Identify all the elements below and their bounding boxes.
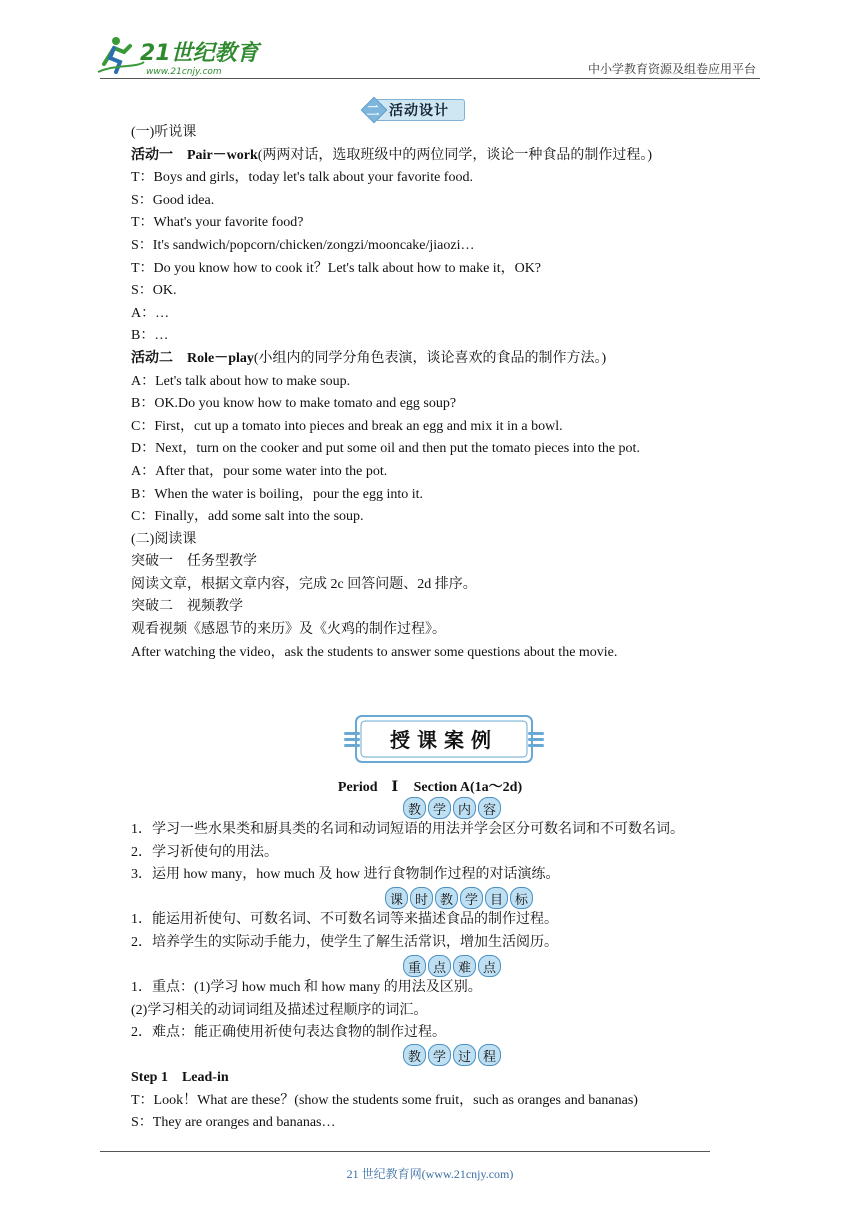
- line: B：OK.Do you know how to make tomato and egg soup?: [131, 396, 457, 412]
- line: T：Do you know how to cook it？Let's talk about how to make it，OK?: [131, 260, 542, 276]
- footer-divider: [100, 1151, 710, 1152]
- platform-name: 中小学教育资源及组卷应用平台: [587, 62, 756, 76]
- lesson-case-title-text: 授课案例: [390, 728, 498, 752]
- line: T：Boys and girls，today let's talk about your favorite food.: [131, 170, 473, 186]
- line: T：What's your favorite food?: [131, 215, 304, 231]
- header-divider: [100, 78, 760, 79]
- key-points-lines: [131, 977, 751, 1045]
- line: B：When the water is boiling，pour the egg into it.: [131, 486, 424, 502]
- lesson-case-title: [342, 712, 546, 766]
- svg-text:www.21cnjy.com: www.21cnjy.com: [146, 67, 222, 77]
- line: 3．运用 how many，how much 及 how 进行食物制作过程的对话演练。: [131, 867, 560, 883]
- line: (二)阅读课: [131, 531, 197, 547]
- line: C：First，cut up a tomato into pieces and break an egg and mix it in a bowl.: [131, 418, 563, 434]
- line: 2．学习祈使句的用法。: [131, 844, 278, 860]
- site-logo: [96, 34, 266, 78]
- line: After watching the video，ask the students to answer some questions about the movie.: [131, 644, 618, 660]
- line: 1．重点：(1)学习 how much 和 how many 的用法及区别。: [131, 980, 482, 995]
- page-footer: 21 世纪教育网(www.21cnjy.com): [346, 1167, 514, 1181]
- period-heading: [0, 776, 860, 796]
- line: (2)学习相关的动词词组及描述过程顺序的词汇。: [131, 1002, 428, 1018]
- activity-label: 活动一 Pair－work: [131, 147, 258, 163]
- period-section: Section A(1a～2d): [413, 780, 523, 795]
- line: (一)听说课: [131, 125, 197, 140]
- lesson-goals-lines: [131, 909, 751, 954]
- line: 2．培养学生的实际动手能力，使学生了解生活常识，增加生活阅历。: [131, 934, 558, 950]
- step-heading: Step 1 Lead-in: [131, 1070, 229, 1085]
- activity-label: 活动二 Role－play: [131, 350, 254, 366]
- line: A：After that，pour some water into the pot.: [131, 463, 388, 479]
- line: T：Look！What are these？(show the students some fruit，such as oranges and bananas): [131, 1092, 638, 1108]
- line: 2．难点：能正确使用祈使句表达食物的制作过程。: [131, 1025, 446, 1041]
- svg-text:21世纪教育: 21世纪教育: [140, 41, 259, 66]
- line: C：Finally，add some salt into the soup.: [131, 509, 364, 525]
- activity-lines: [131, 122, 751, 664]
- period-number: Period Ⅰ: [337, 780, 399, 795]
- line: 活动一 Pair－work(两两对话，选取班级中的两位同学，谈论一种食品的制作过程。): [131, 147, 653, 163]
- page-header: [0, 0, 860, 80]
- line: 1．能运用祈使句、可数名词、不可数名词等来描述食品的制作过程。: [131, 912, 558, 927]
- line: S：OK.: [131, 283, 177, 299]
- activity-banner: [361, 97, 465, 121]
- line: D：Next，turn on the cooker and put some oil and then put the tomato pieces into the pot.: [131, 441, 640, 457]
- line: 1．学习一些水果类和厨具类的名词和动词短语的用法并学会区分可数名词和不可数名词。: [131, 822, 684, 837]
- line: 观看视频《感恩节的来历》及《火鸡的制作过程》。: [131, 622, 446, 638]
- teaching-content-lines: [131, 819, 751, 887]
- tag-lesson-goals: 课 时 教 学 目 标: [385, 887, 533, 909]
- teaching-process-lines: [131, 1067, 751, 1135]
- line: B：…: [131, 328, 169, 344]
- banner-number: 二: [366, 104, 380, 119]
- line: A：…: [131, 305, 170, 321]
- line: 突破一 任务型教学: [131, 554, 257, 570]
- line: S：Good idea.: [131, 192, 215, 208]
- line: 突破二 视频教学: [131, 599, 243, 615]
- banner-title: 活动设计: [389, 103, 449, 119]
- line: A：Let's talk about how to make soup.: [131, 373, 351, 389]
- line: 活动二 Role－play(小组内的同学分角色表演，谈论喜欢的食品的制作方法。): [131, 350, 607, 366]
- tag-teaching-content: 教 学 内 容: [403, 797, 501, 819]
- line: S：It's sandwich/popcorn/chicken/zongzi/mooncake/jiaozi…: [131, 237, 475, 253]
- tag-key-points: 重 点 难 点: [403, 955, 501, 977]
- line: S：They are oranges and bananas…: [131, 1115, 336, 1131]
- tag-teaching-process: 教 学 过 程: [403, 1044, 501, 1066]
- line: 阅读文章，根据文章内容，完成 2c 回答问题、2d 排序。: [131, 576, 477, 592]
